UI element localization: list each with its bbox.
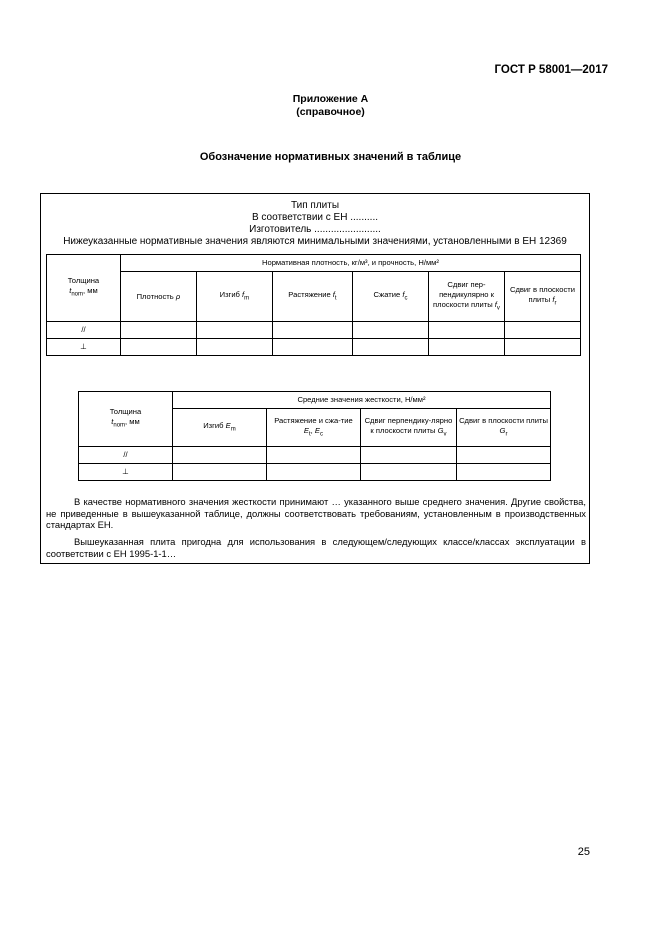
col-tc-sym2: E (314, 425, 320, 435)
col-panel-shear-stiffness (360, 409, 456, 447)
col-ps-text: Сдвиг перпендику-лярно к плоскости плиты (364, 415, 453, 435)
table-cell (456, 447, 550, 464)
strength-group-header: Нормативная плотность, кг/м³, и прочность, Н/мм² (120, 255, 580, 272)
stiffness-note: В качестве нормативного значения жесткости принимают … указанного выше среднего значения. Другие свойства, не приведенные в вышеуказанной таблице, должны соответствовать требованиям, установленным в производственных стандартах ЕН. (46, 496, 586, 530)
col-pls-text: Сдвиг в плоскости плиты (459, 415, 548, 425)
table-row (47, 339, 581, 356)
col-bending-stiffness (172, 409, 266, 447)
thickness-symbol: t (69, 286, 72, 296)
table-cell (196, 322, 272, 339)
col-planar-shear-stiffness (456, 409, 550, 447)
thickness-header (47, 255, 121, 322)
table-cell (353, 322, 429, 339)
standard-number: ГОСТ Р 58001—2017 (494, 64, 608, 76)
table-cell (272, 322, 352, 339)
row-label-parallel-2: // (79, 447, 173, 464)
table-cell (266, 464, 360, 481)
annex-note: (справочное) (296, 106, 365, 118)
col-tension-compression-stiffness: Растяжение и сжа-тие $E_t$, $E_c$ (266, 409, 360, 447)
row-label-parallel: // (47, 322, 121, 339)
col-tension-sym: f (332, 289, 335, 299)
col-tc-sub: t (309, 431, 311, 438)
col-planar-shear (504, 272, 580, 322)
table-cell (504, 339, 580, 356)
thickness-symbol-2: t (111, 417, 114, 427)
table-cell (360, 464, 456, 481)
thickness-subscript-2: nom (113, 422, 126, 429)
col-bending-sub: m (244, 295, 250, 302)
page-number: 25 (577, 846, 590, 858)
col-planar-shear-text: Сдвиг в плоскости плиты (509, 284, 575, 304)
col-panel-shear-sym: f (494, 299, 497, 309)
col-tension (272, 272, 352, 322)
col-bending-stiffness-text: Изгиб (203, 420, 226, 430)
table-cell (360, 447, 456, 464)
table-cell (120, 339, 196, 356)
row-label-perpendicular: ⊥ (47, 339, 121, 356)
board-type-label: Тип плиты (290, 200, 340, 211)
col-ps-sym: G (437, 425, 444, 435)
stiffness-group-header: Средние значения жесткости, Н/мм² (172, 392, 550, 409)
stiffness-table (78, 391, 551, 481)
table-cell (429, 322, 505, 339)
row-label-perpendicular-2: ⊥ (79, 464, 173, 481)
col-tension-sub: t (334, 295, 337, 302)
thickness-header-2 (79, 392, 173, 447)
section-title: Обозначение нормативных значений в таблице (199, 151, 462, 163)
table-cell (272, 339, 352, 356)
table-cell (196, 339, 272, 356)
col-tc-sym: E (303, 425, 309, 435)
table-cell (172, 447, 266, 464)
thickness-label: Толщина (67, 276, 100, 286)
table-row (79, 464, 551, 481)
thickness-subscript: nom (71, 291, 84, 298)
col-bending (196, 272, 272, 322)
col-pls-sym: G (499, 425, 506, 435)
col-pls-sub: r (505, 431, 508, 438)
col-planar-shear-sub: r (554, 300, 557, 307)
col-tension-text: Растяжение (288, 289, 333, 299)
table-cell (353, 339, 429, 356)
col-density-text: Плотность (136, 291, 176, 301)
col-compression-sym: f (402, 289, 405, 299)
compliance-label: В соответствии с ЕН .......... (251, 212, 378, 223)
strength-table (46, 254, 581, 356)
thickness-unit-2: , мм (125, 417, 140, 427)
table-cell (504, 322, 580, 339)
service-class-note: Вышеуказанная плита пригодна для использования в следующем/следующих классе/классах эксплуатации в соответствии с ЕН 1995-1-1… (46, 536, 586, 559)
col-bending-stiffness-sub: m (230, 426, 236, 433)
col-panel-shear-sub: v (496, 305, 500, 312)
col-density-sym: ρ (175, 291, 181, 301)
table-cell (456, 464, 550, 481)
thickness-label-2: Толщина (109, 407, 142, 417)
col-panel-shear (429, 272, 505, 322)
manufacturer-label: Изготовитель ........................ (249, 224, 381, 235)
col-bending-sym: f (242, 289, 245, 299)
col-compression-text: Сжатие (373, 289, 403, 299)
table-cell (120, 322, 196, 339)
table-row (47, 322, 581, 339)
table-cell (172, 464, 266, 481)
col-planar-shear-sym: f (552, 294, 555, 304)
thickness-unit: , мм (83, 286, 98, 296)
col-compression (353, 272, 429, 322)
col-bending-stiffness-sym: E (225, 420, 231, 430)
table-cell (429, 339, 505, 356)
col-bending-text: Изгиб (219, 289, 243, 299)
col-tc-text: Растяжение и сжа-тие (274, 415, 353, 425)
col-panel-shear-text: Сдвиг пер-пендикулярно к плоскости плиты (433, 279, 495, 309)
statement-label: Нижеуказанные нормативные значения являются минимальными значениями, установленными в ЕН 12369 (63, 236, 567, 247)
col-tc-sub2: c (319, 431, 323, 438)
col-density (120, 272, 196, 322)
annex-title: Приложение А (292, 93, 369, 105)
col-ps-sub: v (443, 431, 447, 438)
table-row (79, 447, 551, 464)
col-compression-sub: c (404, 295, 408, 302)
table-cell (266, 447, 360, 464)
